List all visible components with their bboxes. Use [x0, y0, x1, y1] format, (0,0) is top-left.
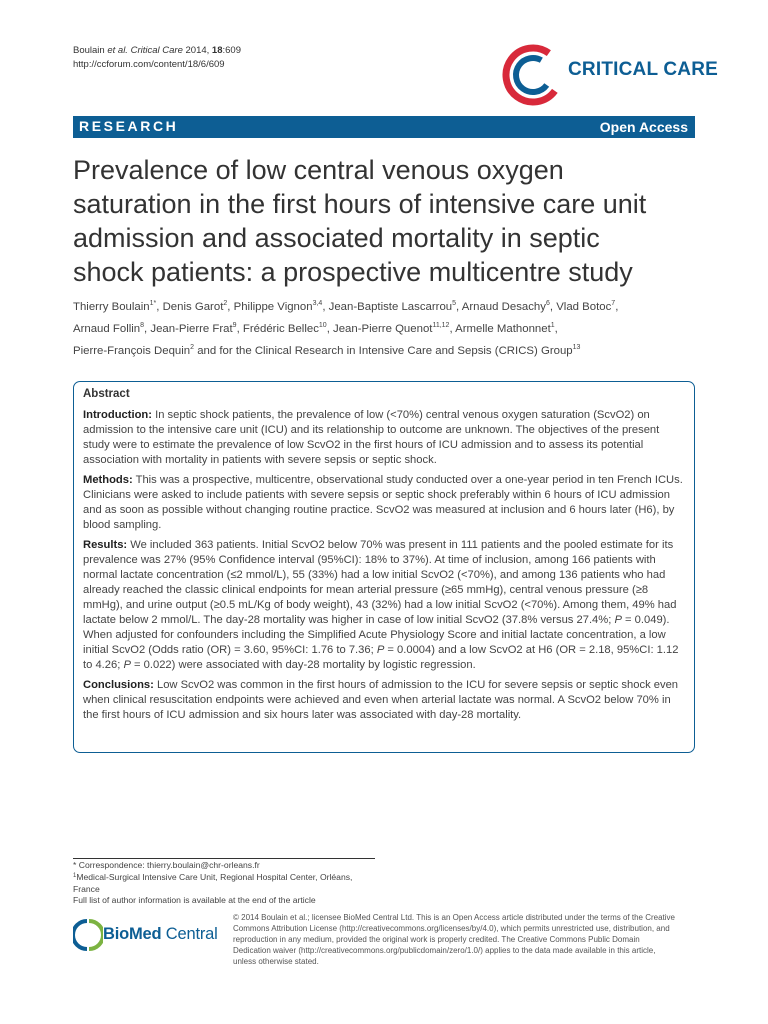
license-line: unless otherwise stated.: [233, 956, 319, 966]
author-name: Pierre-François Dequin: [73, 345, 191, 357]
article-citation: [73, 44, 241, 72]
license-statement: [233, 913, 703, 968]
author-name: Frédéric Bellec: [242, 323, 319, 335]
author-name: Denis Garot: [162, 301, 224, 313]
correspondence-note: * Correspondence: thierry.boulain@chr-orleans.fr: [73, 860, 260, 870]
article-type-banner: [73, 116, 695, 138]
article-title: [73, 153, 713, 289]
license-line: © 2014 Boulain et al.; licensee BioMed Central Ltd. This is an Open Access article distributed under the terms of the Creative: [233, 913, 675, 922]
author-affiliation: 6: [545, 300, 550, 307]
author-affiliation: 1: [550, 322, 555, 329]
author-affiliation: 1*: [149, 300, 157, 307]
license-line: reproduction in any medium, provided the original work is properly credited. The Creative Commons Public Domain: [233, 934, 640, 944]
license-line: Commons Attribution License (http://creativecommons.org/licenses/by/4.0), which permits unrestricted use, distribution, and: [233, 923, 670, 933]
abstract-methods: Methods: This was a prospective, multicentre, observational study conducted over a one-year period in ten French ICUs. Clinicians were asked to include patients with severe sepsis or septic shock preferably within 6 hours of ICU admission and as soon as possible without changing routine practice. ScvO2 was measured at inclusion and 6 hours later (H6), by blood sampling.: [83, 474, 683, 531]
footnote-divider: [73, 858, 375, 859]
affiliation-note-continued: France: [73, 883, 100, 894]
author-line: [73, 340, 703, 362]
critical-care-logo-icon: [502, 44, 564, 106]
author-name: Jean-Baptiste Lascarrou: [328, 301, 453, 313]
author-name: Philippe Vignon: [233, 301, 313, 313]
author-affiliation: 3,4: [312, 300, 323, 307]
footnotes: [73, 860, 373, 907]
critical-care-logo: [502, 44, 719, 106]
title-line: saturation in the first hours of intensive care unit: [73, 189, 647, 219]
author-affiliation: 5: [452, 300, 457, 307]
author-name: Thierry Boulain: [73, 301, 150, 313]
title-line: Prevalence of low central venous oxygen: [73, 155, 564, 185]
author-affiliation: 7: [611, 300, 616, 307]
license-line: Dedication waiver (http://creativecommons.org/publicdomain/zero/1.0/) applies to the data made available in this article,: [233, 945, 656, 955]
author-name: Arnaud Follin: [73, 323, 141, 335]
author-affiliation: 2: [223, 300, 228, 307]
author-line: Arnaud Follin$^8$, Jean-Pierre Frat$^9$, Frédéric Bellec$^{10}$, Jean-Pierre Quenot$^{11,12}$, Armelle Mathonnet$^1$,: [73, 322, 558, 335]
abstract-conclusions: Conclusions: Low ScvO2 was common in the first hours of admission to the ICU for severe sepsis or septic shock even when clinical resuscitation endpoints were achieved and even when arterial lactate was normal. A ScvO2 below 70% in the first hours of ICU admission and six hours later was associated with day-28 mortality.: [83, 679, 679, 721]
abstract-results: Results: We included 363 patients. Initial ScvO2 below 70% was present in 111 patients and the pooled estimate for its prevalence was 27% (95% Confidence interval (95%CI): 18% to 37%). At time of inclusion, among 166 patients with normal lactate concentration (≤2 mmol/L), 55 (33%) had a low initial ScvO2 (<70%), and among 136 patients who had already reached the classic clinical endpoints for mean arterial pressure (≥65 mmHg), central venous pressure (≥8 mmHg), and urine output (≥0.5 mL/Kg of body weight), 43 (32%) had a low initial ScvO2 (<70%). Among them, 49% had lactate below 2 mmol/L. The day-28 mortality was higher in case of low initial ScvO2 (37.8% versus 27.4%; P = 0.049). When adjusted for confounders including the Simplified Acute Physiology Score and initial lactate concentration, a low initial ScvO2 (Odds ratio (OR) = 3.60, 95%CI: 1.76 to 7.36; P = 0.0004) and a low ScvO2 at H6 (OR = 2.18, 95%CI: 1.12 to 4.26; P = 0.022) were associated with day-28 mortality by logistic regression.: [83, 539, 679, 671]
title-line: shock patients: a prospective multicentre study: [73, 257, 633, 287]
author-affiliation: 11,12: [432, 322, 450, 329]
article-url[interactable]: http://ccforum.com/content/18/6/609: [73, 59, 225, 70]
author-name: and for the Clinical Research in Intensive Care and Sepsis (CRICS) Group: [197, 345, 573, 357]
biomed-central-logo: [73, 918, 223, 952]
author-affiliation: 13: [572, 344, 581, 351]
abstract-heading: Abstract: [83, 388, 130, 400]
author-name: Vlad Botoc: [556, 301, 612, 313]
author-affiliation: 9: [232, 322, 237, 329]
title-line: admission and associated mortality in septic: [73, 223, 600, 253]
author-info-note: Full list of author information is available at the end of the article: [73, 895, 316, 906]
open-access-label: Open Access: [599, 119, 688, 135]
author-name: Arnaud Desachy: [461, 301, 546, 313]
abstract-box: [73, 381, 695, 753]
author-name: Jean-Pierre Frat: [150, 323, 233, 335]
author-name: Jean-Pierre Quenot: [333, 323, 433, 335]
publisher-name: BioMed Central: [103, 925, 218, 943]
abstract-introduction: Introduction: In septic shock patients, the prevalence of low (<70%) central venous oxygen saturation (ScvO2) on admission to the intensive care unit (ICU) and its relationship to outcome are unknown. The objectives of the present study were to estimate the prevalence of low ScvO2 in the first hours of ICU admission and to assess its potential association with mortality in patients with severe sepsis or septic shock.: [83, 409, 660, 466]
author-affiliation: 2: [190, 344, 195, 351]
author-name: Armelle Mathonnet: [455, 323, 551, 335]
author-affiliation: 8: [140, 322, 145, 329]
author-affiliation: 10: [318, 322, 327, 329]
journal-name: CRITICAL CARE: [568, 59, 719, 80]
citation-line: Boulain et al. Critical Care 2014, 18:609: [73, 45, 241, 56]
biomed-central-logo-icon: [73, 918, 103, 952]
affiliation-note: $^1$Medical-Surgical Intensive Care Unit, Regional Hospital Center, Orléans,: [73, 871, 353, 882]
abstract-body: [83, 408, 685, 728]
author-list: [73, 296, 703, 362]
author-line: Thierry Boulain$^{1*}$, Denis Garot$^2$, Philippe Vignon$^{3,4}$, Jean-Baptiste Lascarrou$^5$, Arnaud Desachy$^6$, Vlad Botoc$^7$,: [73, 300, 619, 313]
article-type-label: RESEARCH: [79, 118, 179, 134]
